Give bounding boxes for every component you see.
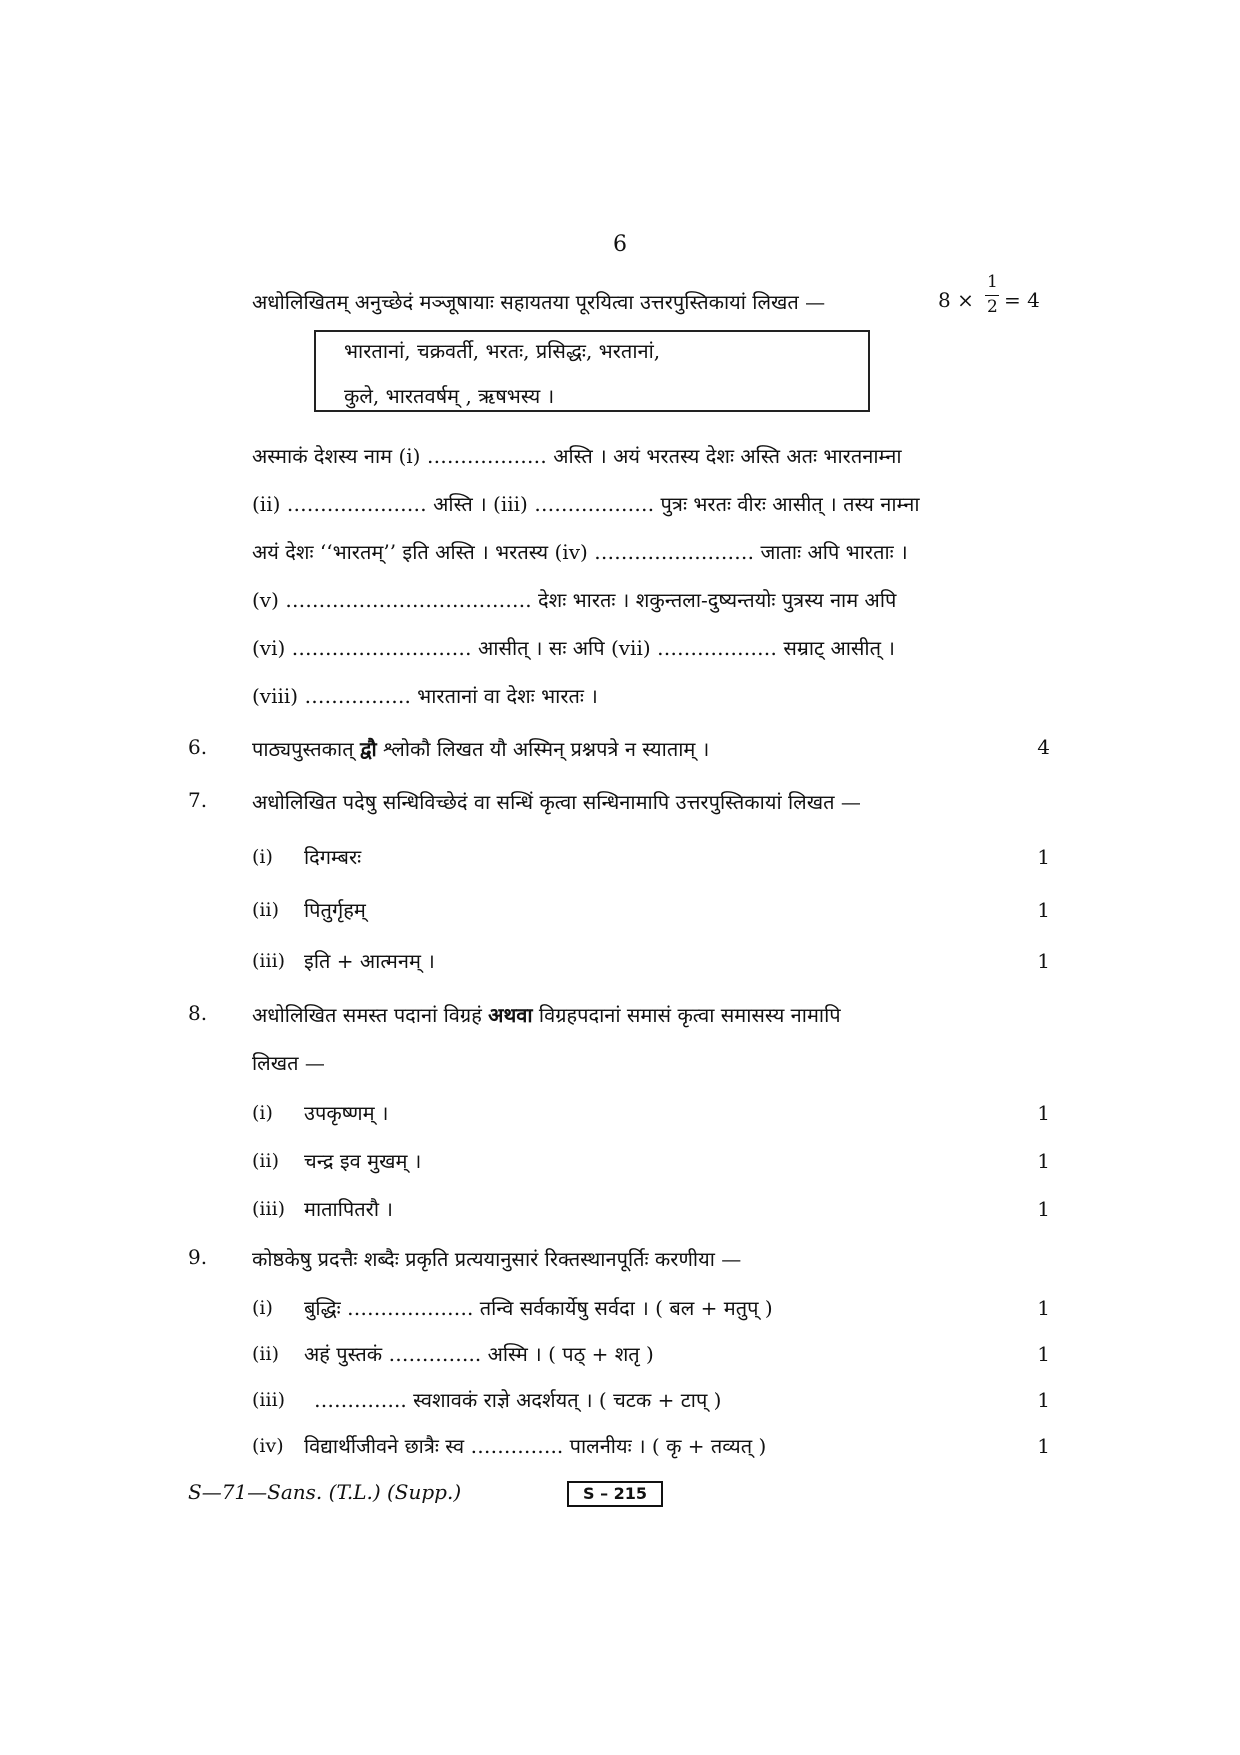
q6-text-bold: द्वौ — [359, 737, 377, 761]
q8-item-text: उपकृष्णम् । — [304, 1101, 389, 1125]
q7-item-label: (ii) — [252, 899, 279, 921]
q8-item-label: (ii) — [252, 1150, 279, 1172]
q9-item-label: (iv) — [252, 1435, 284, 1457]
fraction-bar — [985, 295, 999, 296]
q8-text-line-2: लिखत — — [252, 1051, 325, 1075]
q7-item-text: पितुर्गृहम् — [304, 898, 366, 922]
q5-marks-fraction-num: 1 — [987, 272, 998, 292]
q9-item-label: (i) — [252, 1297, 273, 1319]
q7-item-marks: 1 — [1037, 898, 1050, 922]
q5-marks-fraction-den: 2 — [987, 297, 998, 317]
passage-line: अयं देशः ‘‘भारतम्’’ इति अस्ति । भरतस्य (iv) …………………… जाताः अपि भारताः । — [252, 540, 908, 564]
passage-line: अस्माकं देशस्य नाम (i) ……………… अस्ति । अयं भरतस्य देशः अस्ति अतः भारतनाम्ना — [252, 444, 902, 468]
q8-item-label: (iii) — [252, 1198, 286, 1220]
q9-item-text: बुद्धिः ………………. तन्वि सर्वकार्येषु सर्वदा । ( बल + मतुप् ) — [304, 1296, 773, 1320]
q9-item-marks: 1 — [1037, 1296, 1050, 1320]
q8-item-marks: 1 — [1037, 1197, 1050, 1221]
q7-text: अधोलिखित पदेषु सन्धिविच्छेदं वा सन्धिं कृत्वा सन्धिनामापि उत्तरपुस्तिकायां लिखत — — [252, 790, 861, 814]
q9-item-marks: 1 — [1037, 1434, 1050, 1458]
q8-number: 8. — [188, 1001, 208, 1025]
q8-item-text: चन्द्र इव मुखम् । — [304, 1149, 422, 1173]
q6-marks: 4 — [1037, 735, 1050, 759]
q7-item-label: (i) — [252, 846, 273, 868]
q9-item-label: (ii) — [252, 1343, 279, 1365]
q6-text-after: श्लोकौ लिखत यौ अस्मिन् प्रश्नपत्रे न स्याताम् । — [376, 737, 710, 761]
q9-number: 9. — [188, 1245, 208, 1269]
q7-item-marks: 1 — [1037, 845, 1050, 869]
passage-line: (viii) ……………. भारतानां वा देशः भारतः । — [252, 684, 598, 708]
q8-text-after: विग्रहपदानां समासं कृत्वा समासस्य नामापि — [532, 1003, 841, 1027]
q5-marks-prefix: 8 × — [938, 288, 974, 312]
q8-text-before: अधोलिखित समस्त पदानां विग्रहं — [252, 1003, 489, 1027]
q9-item-text: विद्यार्थीजीवने छात्रैः स्व ………….. पालनीयः । ( कृ + तव्यत् ) — [304, 1434, 767, 1458]
q9-item-text: ………….. स्वशावकं राज्ञे अदर्शयत् । ( चटक + टाप् ) — [314, 1388, 722, 1412]
q8-text-bold: अथवा — [488, 1003, 533, 1027]
q8-item-text: मातापितरौ । — [304, 1197, 393, 1221]
q8-item-marks: 1 — [1037, 1101, 1050, 1125]
q8-text — [252, 1001, 841, 1028]
q6-number: 6. — [188, 735, 208, 759]
q9-item-label: (iii) — [252, 1389, 286, 1411]
q7-item-text: दिगम्बरः — [304, 845, 362, 869]
q6-text — [252, 735, 709, 762]
q9-item-marks: 1 — [1037, 1342, 1050, 1366]
series-code-box: S – 215 — [567, 1481, 663, 1507]
page-number: 6 — [613, 232, 627, 257]
q9-text: कोष्ठकेषु प्रदत्तैः शब्दैः प्रकृति प्रत्ययानुसारं रिक्तस्थानपूर्तिः करणीया — — [252, 1247, 742, 1271]
q5-instruction: अधोलिखितम् अनुच्छेदं मञ्जूषायाः सहायतया पूरयित्वा उत्तरपुस्तिकायां लिखत — — [252, 290, 826, 314]
q8-item-marks: 1 — [1037, 1149, 1050, 1173]
paper-code: S—71—Sans. (T.L.) (Supp.) — [188, 1480, 462, 1504]
q9-item-marks: 1 — [1037, 1388, 1050, 1412]
q7-item-text: इति + आत्मनम् । — [304, 949, 435, 973]
passage-line: (v) ………………………………. देशः भारतः । शकुन्तला-दुष्यन्तयोः पुत्रस्य नाम अपि — [252, 588, 897, 612]
passage-line: (vi) ……………………… आसीत् । सः अपि (vii) ……………… सम्राट् आसीत् । — [252, 636, 895, 660]
q7-item-label: (iii) — [252, 950, 286, 972]
word-box-line-2: कुले, भारतवर्षम् , ऋषभस्य । — [344, 384, 555, 408]
passage-line: (ii) ………………… अस्ति । (iii) ……………… पुत्रः भरतः वीरः आसीत् । तस्य नाम्ना — [252, 492, 920, 516]
q7-number: 7. — [188, 788, 208, 812]
q5-marks-result: = 4 — [1004, 288, 1040, 312]
q8-item-label: (i) — [252, 1102, 273, 1124]
word-box-line-1: भारतानां, चक्रवर्ती, भरतः, प्रसिद्धः, भरतानां, — [344, 339, 661, 363]
q7-item-marks: 1 — [1037, 949, 1050, 973]
q9-item-text: अहं पुस्तकं ………….. अस्मि । ( पठ् + शतृ ) — [304, 1342, 654, 1366]
q6-text-before: पाठ्यपुस्तकात् — [252, 737, 360, 761]
